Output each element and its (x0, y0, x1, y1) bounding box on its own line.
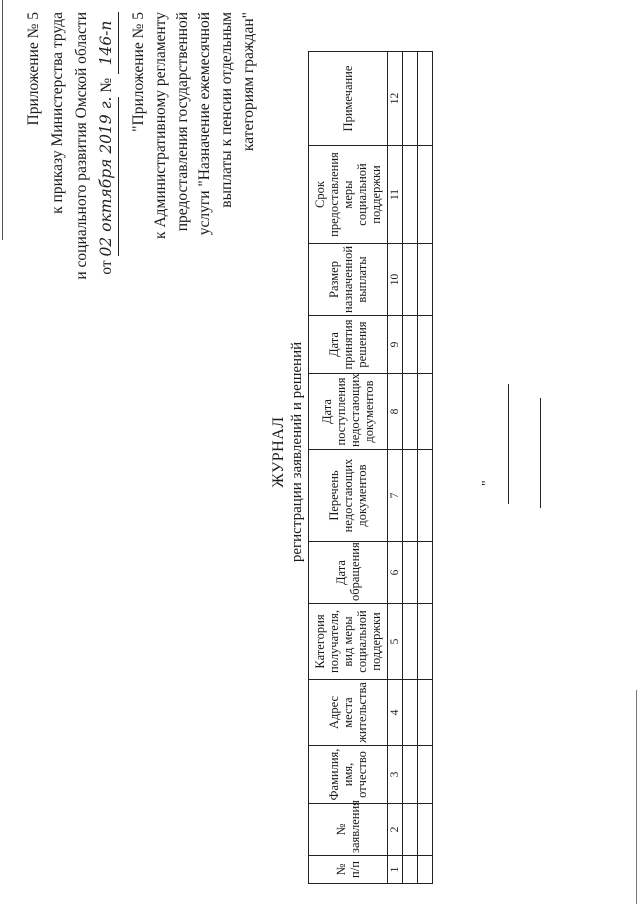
number-prefix: № (98, 77, 115, 93)
table-cell (418, 146, 433, 244)
column-header: Дата поступления недостающих документов (309, 374, 388, 450)
table-cell (418, 746, 433, 804)
regulation-line-4: услуги "Назначение ежемесячной (196, 12, 213, 236)
column-header: Размер назначенной выплаты (309, 244, 388, 316)
table-cell (418, 542, 433, 604)
regulation-line-5: выплаты к пенсии отдельным (218, 12, 235, 208)
table-cell (403, 450, 418, 542)
footer-rule (508, 384, 509, 504)
table-cell (418, 604, 433, 680)
appendix-header (22, 12, 119, 392)
table-header-row (309, 52, 388, 884)
regulation-line-2: к Административному регламенту (152, 12, 169, 239)
column-header: № заявления (309, 804, 388, 856)
table-row (403, 52, 418, 884)
table-cell (403, 52, 418, 146)
table-cell (418, 52, 433, 146)
column-header: Примечание (309, 52, 388, 146)
regulation-line-6: категориям граждан" (240, 12, 257, 152)
column-number: 8 (388, 374, 403, 450)
table-cell (403, 746, 418, 804)
table-cell (418, 856, 433, 884)
column-header: № п/п (309, 856, 388, 884)
column-number: 9 (388, 316, 403, 374)
table-cell (403, 604, 418, 680)
table-cell (403, 804, 418, 856)
appendix-line-2: к приказу Министерства труда (49, 12, 66, 214)
column-number: 5 (388, 604, 403, 680)
handwritten-number: 146-п (94, 12, 119, 74)
column-number: 12 (388, 52, 403, 146)
column-header: Адрес места жительства (309, 680, 388, 746)
column-number-row (388, 52, 403, 884)
journal-table (308, 51, 433, 884)
table-cell (418, 316, 433, 374)
table-cell (403, 244, 418, 316)
table-cell (418, 680, 433, 746)
column-header: Перечень недостающих документов (309, 450, 388, 542)
appendix-line-1: Приложение № 5 (25, 12, 42, 126)
column-header: Дата обращения (309, 542, 388, 604)
column-number: 6 (388, 542, 403, 604)
table-cell (403, 316, 418, 374)
column-number: 3 (388, 746, 403, 804)
column-header: Фамилия, имя, отчество (309, 746, 388, 804)
table-cell (418, 804, 433, 856)
handwritten-date: 02 октября 2019 г. (94, 97, 119, 257)
column-number: 4 (388, 680, 403, 746)
column-number: 11 (388, 146, 403, 244)
table-cell (403, 856, 418, 884)
table-row (418, 52, 433, 884)
appendix-line-3: и социального развития Омской области (73, 12, 90, 280)
table-cell (418, 450, 433, 542)
journal-title: ЖУРНАЛ (270, 416, 287, 488)
column-number: 1 (388, 856, 403, 884)
footer-rule (540, 398, 541, 508)
table-cell (418, 244, 433, 316)
column-header: Категория получателя, вид меры социальной поддержки (309, 604, 388, 680)
date-prefix: от (98, 260, 115, 275)
column-number: 7 (388, 450, 403, 542)
regulation-header (128, 12, 260, 342)
column-header: Дата принятия решения (309, 316, 388, 374)
appendix-date-line (94, 12, 119, 392)
table-cell (403, 680, 418, 746)
regulation-line-1: "Приложение № 5 (130, 12, 147, 132)
table-cell (418, 374, 433, 450)
column-header: Срок предоставления меры социальной поддержки (309, 146, 388, 244)
column-number: 10 (388, 244, 403, 316)
closing-quote: " (480, 480, 495, 486)
journal-subtitle: регистрации заявлений и решений (289, 341, 305, 563)
column-number: 2 (388, 804, 403, 856)
table-cell (403, 542, 418, 604)
table-cell (403, 146, 418, 244)
table-cell (403, 374, 418, 450)
regulation-line-3: предоставления государственной (174, 12, 191, 232)
